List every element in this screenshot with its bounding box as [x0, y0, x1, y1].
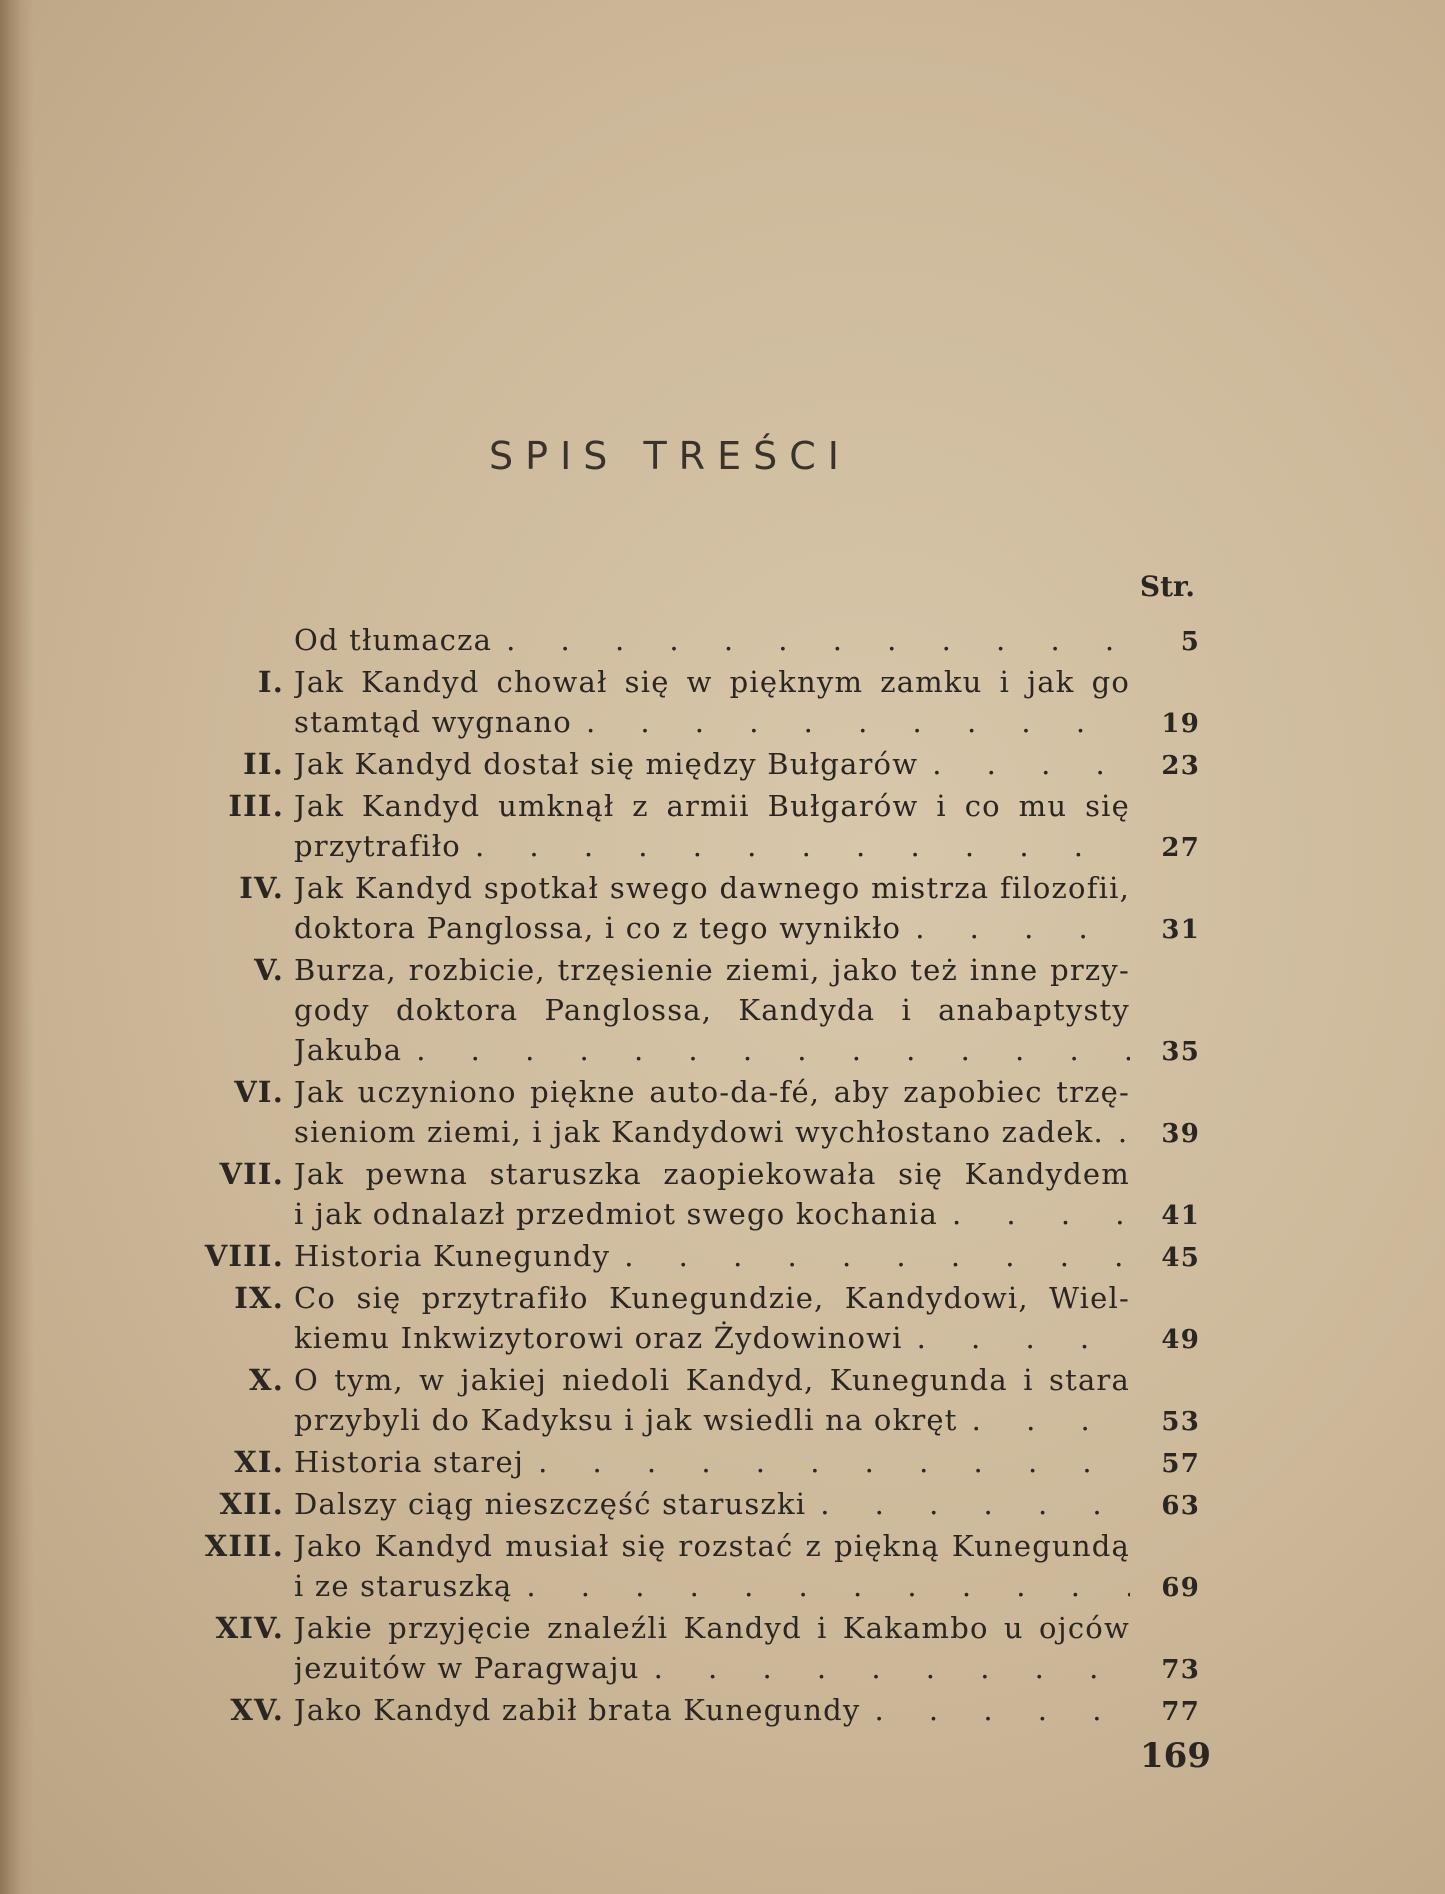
chapter-title-line: Jak Kandyd umknął z armii Bułgarów i co mu się	[294, 789, 1130, 823]
chapter-numeral: II.	[243, 747, 284, 781]
chapter-title-line: Jakie przyjęcie znaleźli Kandyd i Kakambo u ojców	[294, 1611, 1130, 1645]
chapter-numeral: III.	[228, 789, 284, 823]
toc-entry	[180, 868, 1200, 948]
chapter-page-number: 19	[1161, 709, 1200, 739]
toc-line	[180, 1526, 1200, 1566]
dot-leader	[461, 826, 1130, 866]
chapter-page-number: 69	[1161, 1573, 1200, 1603]
dot-leader	[860, 1690, 1130, 1730]
toc-line	[180, 826, 1200, 866]
toc-line	[180, 662, 1200, 702]
toc-entry	[180, 1278, 1200, 1358]
chapter-title-line: Jako Kandyd musiał się rozstać z piękną Kunegundą	[294, 1529, 1130, 1563]
chapter-title-line: sieniom ziemi, i jak Kandydowi wychłostano zadek.	[294, 1115, 1104, 1149]
chapter-page-number: 31	[1161, 915, 1200, 945]
chapter-numeral: V.	[254, 953, 284, 987]
toc-line	[180, 1648, 1200, 1688]
toc-line	[180, 1112, 1200, 1152]
chapter-title-line: O tym, w jakiej niedoli Kandyd, Kunegunda i stara	[294, 1363, 1130, 1397]
dot-leader	[610, 1236, 1130, 1276]
chapter-numeral: VII.	[219, 1157, 284, 1191]
toc-line	[180, 990, 1200, 1030]
toc-entry	[180, 1484, 1200, 1524]
toc-line	[180, 1360, 1200, 1400]
chapter-numeral: XII.	[219, 1487, 284, 1521]
toc-line	[180, 1030, 1200, 1070]
toc-entry	[180, 662, 1200, 742]
toc-line	[180, 1072, 1200, 1112]
chapter-page-number: 57	[1161, 1449, 1200, 1479]
toc-line	[180, 744, 1200, 784]
toc-entry	[180, 1236, 1200, 1276]
chapter-title-line: kiemu Inkwizytorowi oraz Żydowinowi	[294, 1321, 903, 1355]
dot-leader	[640, 1648, 1130, 1688]
dot-leader	[806, 1484, 1130, 1524]
dot-leader	[901, 908, 1130, 948]
chapter-page-number: 77	[1161, 1697, 1200, 1727]
chapter-numeral: XV.	[230, 1693, 284, 1727]
page-gutter-shadow	[0, 0, 34, 1894]
dot-leader	[938, 1194, 1130, 1234]
toc-line	[180, 1318, 1200, 1358]
chapter-page-number: 53	[1161, 1407, 1200, 1437]
chapter-title-line: Dalszy ciąg nieszczęść staruszki	[294, 1487, 807, 1521]
page-number: 169	[1140, 1736, 1211, 1776]
chapter-title-line: Co się przytrafiło Kunegundzie, Kandydowi, Wiel-	[294, 1281, 1130, 1315]
chapter-title-line: Historia starej	[294, 1445, 525, 1479]
toc-entry	[180, 786, 1200, 866]
page-title: SPIS TREŚCI	[489, 434, 851, 478]
dot-leader	[958, 1400, 1130, 1440]
dot-leader	[918, 744, 1130, 784]
toc-line	[180, 1400, 1200, 1440]
chapter-title-line: przytrafiło	[294, 829, 461, 863]
toc-entry	[180, 1608, 1200, 1688]
toc-line	[180, 1236, 1200, 1276]
chapter-page-number: 27	[1161, 833, 1200, 863]
chapter-page-number: 5	[1180, 627, 1200, 657]
chapter-title-line: Burza, rozbicie, trzęsienie ziemi, jako też inne przy-	[294, 953, 1130, 987]
chapter-numeral: VI.	[234, 1075, 284, 1109]
chapter-numeral: IX.	[234, 1281, 284, 1315]
toc-entry	[180, 1360, 1200, 1440]
chapter-page-number: 35	[1161, 1037, 1200, 1067]
chapter-title-line: i jak odnalazł przedmiot swego kochania	[294, 1197, 938, 1231]
toc-entry	[180, 1526, 1200, 1606]
chapter-page-number: 41	[1161, 1201, 1200, 1231]
chapter-title-line: Jak Kandyd spotkał swego dawnego mistrza filozofii,	[294, 871, 1130, 905]
toc-line	[180, 1690, 1200, 1730]
chapter-page-number: 63	[1161, 1491, 1200, 1521]
toc-line	[180, 786, 1200, 826]
toc-line	[180, 702, 1200, 742]
toc-line	[180, 1484, 1200, 1524]
table-of-contents	[180, 620, 1200, 1732]
toc-entry	[180, 1072, 1200, 1152]
toc-entry	[180, 1154, 1200, 1234]
chapter-page-number: 49	[1161, 1325, 1200, 1355]
toc-line	[180, 1566, 1200, 1606]
dot-leader	[1104, 1112, 1130, 1152]
chapter-title-line: stamtąd wygnano	[294, 705, 572, 739]
chapter-title-line: Jako Kandyd zabił brata Kunegundy	[294, 1693, 861, 1727]
chapter-numeral: XIV.	[215, 1611, 284, 1645]
chapter-numeral: IV.	[239, 871, 284, 905]
chapter-title-line: Od tłumacza	[294, 623, 493, 657]
chapter-page-number: 45	[1161, 1243, 1200, 1273]
chapter-numeral: XI.	[234, 1445, 284, 1479]
dot-leader	[524, 1442, 1130, 1482]
dot-leader	[903, 1318, 1130, 1358]
chapter-title-line: gody doktora Panglossa, Kandyda i anabaptysty	[294, 993, 1130, 1027]
toc-line	[180, 1278, 1200, 1318]
chapter-title-line: jezuitów w Paragwaju	[294, 1651, 640, 1685]
chapter-title-line: Jakuba	[294, 1033, 403, 1067]
chapter-page-number: 23	[1161, 751, 1200, 781]
toc-line	[180, 1194, 1200, 1234]
dot-leader	[402, 1030, 1130, 1070]
chapter-numeral: X.	[249, 1363, 284, 1397]
toc-line	[180, 908, 1200, 948]
toc-line	[180, 620, 1200, 660]
toc-entry	[180, 1690, 1200, 1730]
toc-entry	[180, 744, 1200, 784]
dot-leader	[512, 1566, 1130, 1606]
chapter-title-line: Jak Kandyd dostał się między Bułgarów	[294, 747, 919, 781]
chapter-title-line: i ze staruszką	[294, 1569, 513, 1603]
chapter-numeral: I.	[257, 665, 284, 699]
chapter-numeral: XIII.	[204, 1529, 284, 1563]
page-column-label: Str.	[1139, 570, 1195, 603]
chapter-title-line: Jak Kandyd chował się w pięknym zamku i jak go	[294, 665, 1130, 699]
toc-line	[180, 950, 1200, 990]
chapter-page-number: 39	[1161, 1119, 1200, 1149]
chapter-title-line: Jak pewna staruszka zaopiekowała się Kandydem	[294, 1157, 1130, 1191]
dot-leader	[572, 702, 1130, 742]
toc-line	[180, 1608, 1200, 1648]
chapter-numeral: VIII.	[204, 1239, 284, 1273]
toc-entry	[180, 620, 1200, 660]
toc-entry	[180, 950, 1200, 1070]
chapter-page-number: 73	[1161, 1655, 1200, 1685]
chapter-title-line: Historia Kunegundy	[294, 1239, 611, 1273]
chapter-title-line: Jak uczyniono piękne auto-da-fé, aby zapobiec trzę-	[294, 1075, 1130, 1109]
dot-leader	[492, 620, 1130, 660]
toc-line	[180, 1154, 1200, 1194]
toc-entry	[180, 1442, 1200, 1482]
chapter-title-line: doktora Panglossa, i co z tego wynikło	[294, 911, 902, 945]
toc-line	[180, 868, 1200, 908]
toc-line	[180, 1442, 1200, 1482]
chapter-title-line: przybyli do Kadyksu i jak wsiedli na okręt	[294, 1403, 958, 1437]
